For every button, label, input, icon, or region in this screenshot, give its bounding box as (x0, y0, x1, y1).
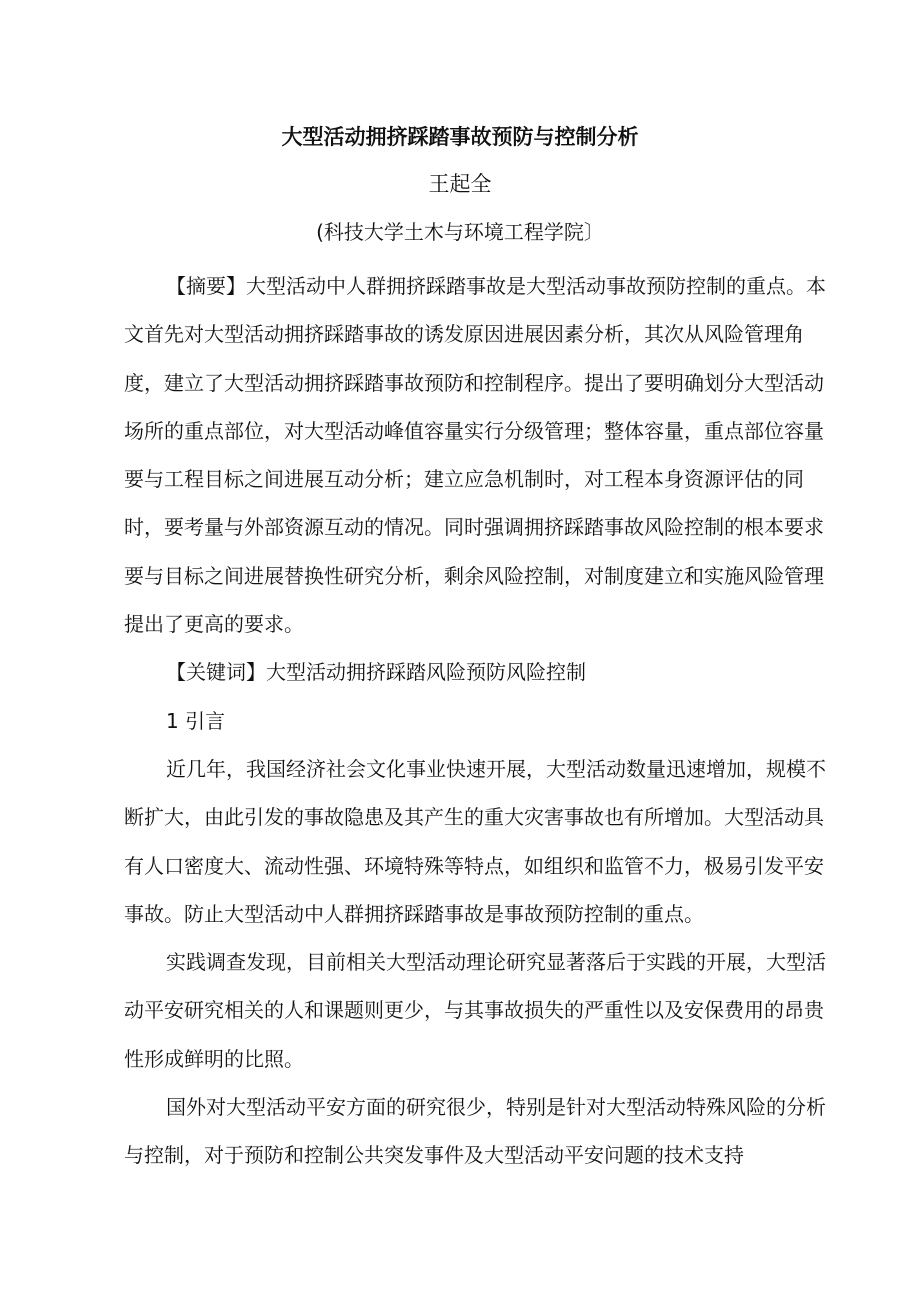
author-name: 王起全 (428, 172, 492, 196)
body-paragraph: 国外对大型活动平安方面的研究很少，特别是针对大型活动特殊风险的分析与控制，对于预防和控制公共突发事件及大型活动平安问题的技术支持 (124, 1095, 826, 1168)
document-body (124, 262, 836, 1180)
keywords-paragraph: 【关键词】大型活动拥挤踩踏风险预防风险控制 (166, 660, 586, 685)
body-paragraph: 实践调查发现，目前相关大型活动理论研究显著落后于实践的开展，大型活动平安研究相关的人和课题则更少，与其事故损失的严重性以及安保费用的昂贵性形成鲜明的比照。 (124, 950, 826, 1071)
document-title: 大型活动拥挤踩踏事故预防与控制分析 (281, 125, 639, 149)
section-heading: 1 引言 (166, 708, 226, 733)
author-affiliation: (科技大学土木与环境工程学院〕 (316, 220, 604, 244)
body-paragraph: 近几年，我国经济社会文化事业快速开展，大型活动数量迅速增加，规模不断扩大，由此引发的事故隐患及其产生的重大灾害事故也有所增加。大型活动具有人口密度大、流动性强、环境特殊等特点，如组织和监管不力，极易引发平安事故。防止大型活动中人群拥挤踩踏事故是事故预防控制的重点。 (124, 756, 826, 926)
abstract-paragraph: 【摘要】大型活动中人群拥挤踩踏事故是大型活动事故预防控制的重点。本文首先对大型活动拥挤踩踏事故的诱发原因进展因素分析，其次从风险管理角度，建立了大型活动拥挤踩踏事故预防和控制程序。提出了要明确划分大型活动场所的重点部位，对大型活动峰值容量实行分级管理；整体容量，重点部位容量要与工程目标之间进展互动分析；建立应急机制时，对工程本身资源评估的同时，要考量与外部资源互动的情况。同时强调拥挤踩踏事故风险控制的根本要求要与目标之间进展替换性研究分析，剩余风险控制，对制度建立和实施风险管理提出了更高的要求。 (124, 274, 826, 637)
